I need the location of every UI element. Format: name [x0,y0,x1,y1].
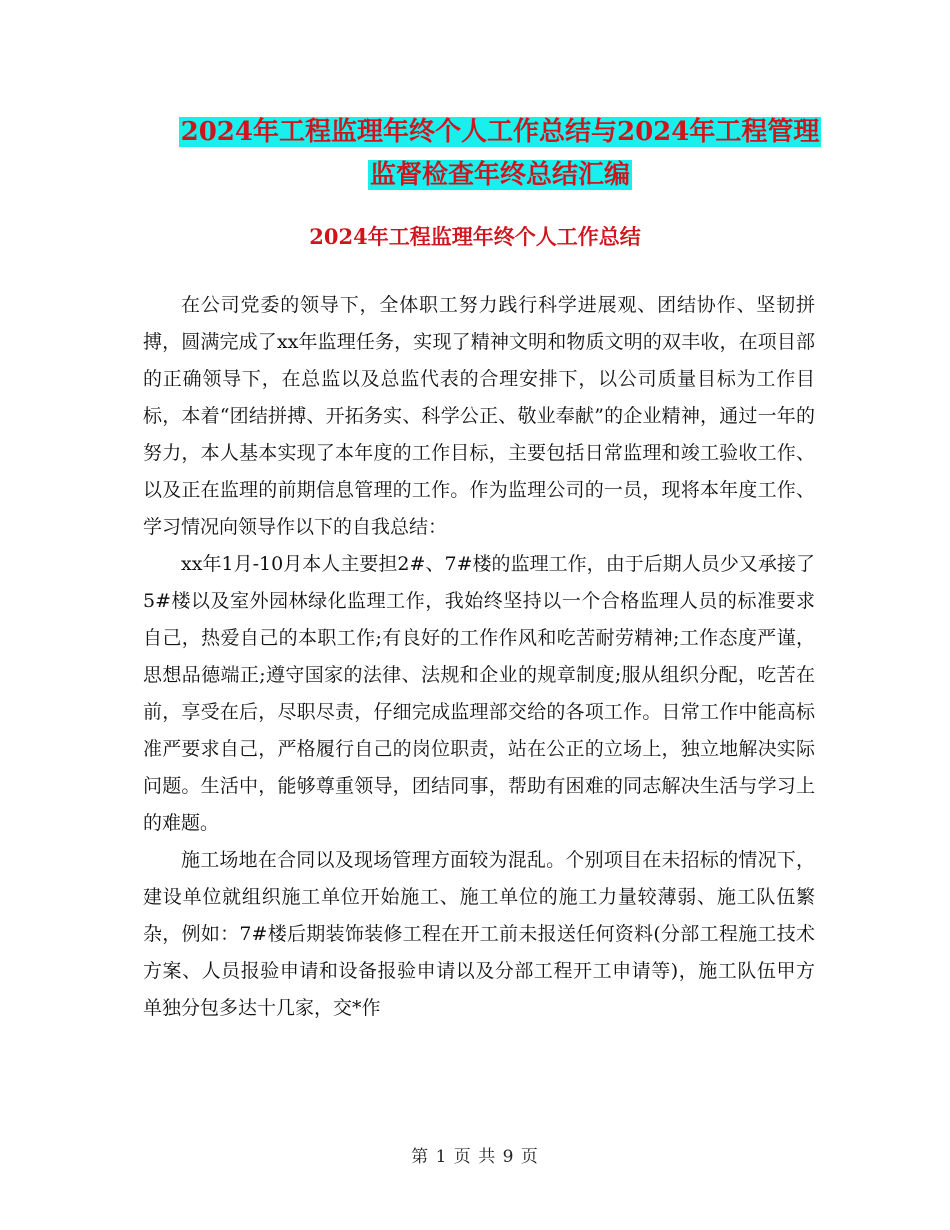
paragraph-2: xx年1月-10月本人主要担2#、7#楼的监理工作，由于后期人员少又承接了5#楼以及室外园林绿化监理工作，我始终坚持以一个合格监理人员的标准要求自己，热爱自己的本职工作;有良好的工作作风和吃苦耐劳精神;工作态度严谨，思想品德端正;遵守国家的法律、法规和企业的规章制度;服从组织分配，吃苦在前，享受在后，尽职尽责，仔细完成监理部交给的各项工作。日常工作中能高标准严要求自己，严格履行自己的岗位职责，站在公正的立场上，独立地解决实际问题。生活中，能够尊重领导，团结同事，帮助有困难的同志解决生活与学习上的难题。 [143,553,815,834]
main-title-line-2-text: 监督检查年终总结汇编 [369,160,630,190]
paragraph-1: 在公司党委的领导下，全体职工努力践行科学进展观、团结协作、坚韧拼搏，圆满完成了xx年监理任务，实现了精神文明和物质文明的双丰收，在项目部的正确领导下，在总监以及总监代表的合理安排下，以公司质量目标为工作目标，本着“团结拼搏、开拓务实、科学公正、敬业奉献”的企业精神，通过一年的努力，本人基本实现了本年度的工作目标，主要包括日常监理和竣工验收工作、以及正在监理的前期信息管理的工作。作为监理公司的一员，现将本年度工作、学习情况向领导作以下的自我总结： [143,294,815,538]
page-footer: 第 1 页 共 9 页 [411,1147,539,1167]
body-text [143,287,815,1027]
section-title: 2024年工程监理年终个人工作总结 [309,224,641,249]
paragraph-3: 施工场地在合同以及现场管理方面较为混乱。个别项目在未招标的情况下，建设单位就组织施工单位开始施工、施工单位的施工力量较薄弱、施工队伍繁杂，例如：7#楼后期装饰装修工程在开工前未报送任何资料(分部工程施工技术方案、人员报验申请和设备报验申请以及分部工程开工申请等)，施工队伍甲方单独分包多达十几家，交*作 [143,849,815,1019]
main-title-line-1-text: 2024年工程监理年终个人工作总结与2024年工程管理 [180,117,820,147]
main-title-line-2 [100,150,900,200]
